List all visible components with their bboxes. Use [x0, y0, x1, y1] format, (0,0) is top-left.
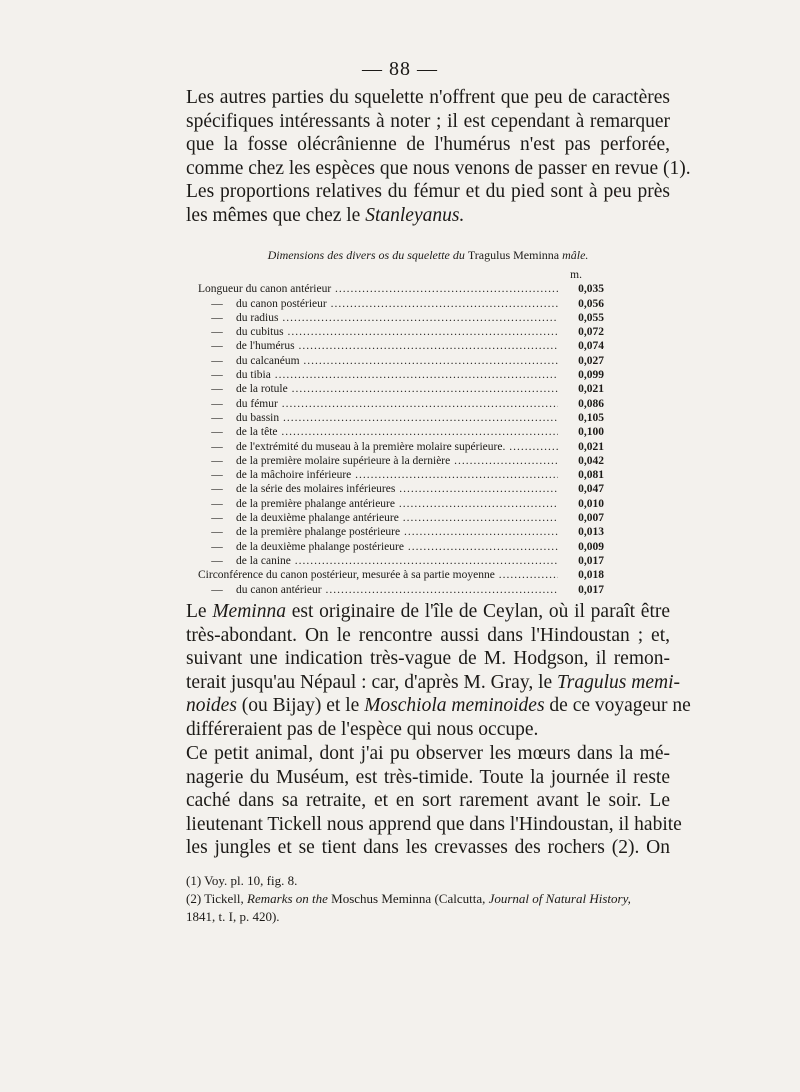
- footnote-2-cont: 1841, t. I, p. 420).: [186, 909, 280, 924]
- text-line: différeraient pas de l'espèce qui nous occupe.: [186, 718, 539, 740]
- ditto-dash: —: [211, 540, 223, 553]
- text-line: suivant une indication très-vague de M. Hodgson, il remon-: [186, 648, 670, 669]
- text-line: caché dans sa retraite, et en sort rarement avant le soir. Le: [186, 790, 670, 811]
- table-row: [198, 482, 604, 496]
- page-number: — 88 —: [362, 58, 438, 80]
- text-line: [186, 671, 680, 695]
- journal-title: Journal of Natural History,: [488, 891, 631, 906]
- row-value: 0,072: [578, 326, 604, 339]
- table-row: [198, 554, 604, 568]
- table-row: [198, 525, 604, 539]
- ditto-dash: —: [211, 411, 223, 424]
- row-label: du calcanéum .....: [236, 354, 558, 368]
- table-unit: m.: [570, 269, 582, 281]
- ditto-dash: —: [211, 383, 223, 396]
- ditto-dash: —: [211, 526, 223, 539]
- table-row: [198, 568, 604, 582]
- ditto-dash: —: [211, 483, 223, 496]
- footnotes: [186, 872, 670, 926]
- text-line: [186, 694, 691, 718]
- table-row: [198, 511, 604, 525]
- row-label: du fémur .....: [236, 397, 558, 411]
- row-value: 0,099: [578, 369, 604, 382]
- row-label: de la mâchoire inférieure .....: [236, 468, 558, 482]
- text-line: Les proportions relatives du fémur et du pied sont à peu près: [186, 181, 670, 202]
- ditto-dash: —: [211, 354, 223, 367]
- row-value: 0,007: [578, 512, 604, 525]
- text-line: comme chez les espèces que nous venons de passer en revue (1).: [186, 157, 691, 179]
- table-row: [198, 540, 604, 554]
- ditto-dash: —: [211, 554, 223, 567]
- row-value: 0,017: [578, 554, 604, 567]
- table-row: [198, 454, 604, 468]
- row-value: 0,021: [578, 440, 604, 453]
- row-label: de l'extrémité du museau à la première molaire supérieure. .....: [236, 440, 558, 454]
- footnote-2: [186, 890, 670, 908]
- row-value: 0,074: [578, 340, 604, 353]
- species-name: Meminna: [212, 601, 286, 622]
- row-label: de la première phalange antérieure .....: [236, 497, 558, 511]
- ditto-dash: —: [211, 512, 223, 525]
- row-label: du canon postérieur .....: [236, 297, 558, 311]
- ditto-dash: —: [211, 454, 223, 467]
- table-caption: [186, 248, 670, 263]
- text-segment: (ou Bijay) et le: [241, 695, 360, 716]
- paragraph-1: [186, 86, 691, 227]
- row-value: 0,010: [578, 497, 604, 510]
- row-value: 0,100: [578, 426, 604, 439]
- ditto-dash: —: [211, 583, 223, 596]
- ditto-dash: —: [211, 426, 223, 439]
- text-segment: Le: [186, 601, 207, 622]
- row-value: 0,081: [578, 469, 604, 482]
- row-value: 0,009: [578, 540, 604, 553]
- table-row: [198, 425, 604, 439]
- ditto-dash: —: [211, 497, 223, 510]
- row-value: 0,027: [578, 354, 604, 367]
- row-label: de la première molaire supérieure à la dernière .....: [236, 454, 558, 468]
- row-label: de la rotule .....: [236, 382, 558, 396]
- caption-species: Tragulus Meminna: [467, 248, 560, 262]
- row-label: de la deuxième phalange postérieure .....: [236, 540, 558, 554]
- row-value: 0,055: [578, 311, 604, 324]
- table-row: [198, 497, 604, 511]
- table-row: [198, 468, 604, 482]
- text-segment: de ce voyageur ne: [549, 695, 691, 716]
- row-label: du radius .....: [236, 311, 558, 325]
- row-label: Circonférence du canon postérieur, mesurée à sa partie moyenne .....: [198, 568, 558, 582]
- footnote-title: Remarks on the: [247, 891, 328, 906]
- text-line: que la fosse olécrânienne de l'humérus n'est pas perforée,: [186, 134, 670, 155]
- ditto-dash: —: [211, 297, 223, 310]
- row-label: du cubitus .....: [236, 325, 558, 339]
- table-row: [198, 411, 604, 425]
- row-value: 0,017: [578, 583, 604, 596]
- table-row: [198, 583, 604, 597]
- row-label: Longueur du canon antérieur .....: [198, 282, 558, 296]
- text-line: Les autres parties du squelette n'offrent que peu de caractères: [186, 87, 670, 108]
- row-value: 0,018: [578, 569, 604, 582]
- table-row: [198, 440, 604, 454]
- ditto-dash: —: [211, 397, 223, 410]
- row-label: de la série des molaires inférieures .....: [236, 482, 558, 496]
- text-segment: Moschus Meminna (Calcutta,: [331, 891, 486, 906]
- text-line: [186, 600, 670, 624]
- table-row: [198, 382, 604, 396]
- paragraph-2: [186, 600, 691, 741]
- table-row: [198, 282, 604, 296]
- text-segment: les mêmes que chez le: [186, 204, 361, 226]
- row-label: du bassin .....: [236, 411, 558, 425]
- row-value: 0,035: [578, 283, 604, 296]
- row-value: 0,047: [578, 483, 604, 496]
- ditto-dash: —: [211, 440, 223, 453]
- text-line: les jungles et se tient dans les crevasses des rochers (2). On: [186, 837, 670, 858]
- row-label: de la tête .....: [236, 425, 558, 439]
- caption-italic-end: mâle.: [562, 248, 589, 262]
- row-value: 0,013: [578, 526, 604, 539]
- row-value: 0,042: [578, 454, 604, 467]
- text-segment: est originaire de l'île de Ceylan, où il paraît être: [291, 601, 671, 622]
- table-row: [198, 311, 604, 325]
- text-segment: (2) Tickell,: [186, 891, 244, 906]
- row-label: de la première phalange postérieure .....: [236, 525, 558, 539]
- table-row: [198, 325, 604, 339]
- table-row: [198, 339, 604, 353]
- caption-italic: Dimensions des divers os du squelette du: [267, 248, 465, 262]
- text-line: nagerie du Muséum, est très-timide. Toute la journée il reste: [186, 766, 670, 788]
- species-name: Stanleyanus.: [365, 204, 465, 226]
- species-name: Moschiola meminoides: [364, 695, 545, 716]
- text-line: Ce petit animal, dont j'ai pu observer les mœurs dans la mé-: [186, 743, 670, 764]
- footnote-1: (1) Voy. pl. 10, fig. 8.: [186, 873, 298, 888]
- row-value: 0,105: [578, 411, 604, 424]
- table-row: [198, 297, 604, 311]
- ditto-dash: —: [211, 326, 223, 339]
- row-value: 0,021: [578, 383, 604, 396]
- row-label: du tibia .....: [236, 368, 558, 382]
- paragraph-3: [186, 742, 682, 860]
- text-segment: terait jusqu'au Népaul : car, d'après M. Gray, le: [186, 671, 553, 693]
- ditto-dash: —: [211, 311, 223, 324]
- ditto-dash: —: [211, 340, 223, 353]
- row-value: 0,056: [578, 297, 604, 310]
- text-line: [186, 204, 670, 228]
- row-label: de la deuxième phalange antérieure .....: [236, 511, 558, 525]
- species-name: noides: [186, 695, 237, 716]
- dimensions-table: [198, 268, 604, 597]
- table-row: [198, 354, 604, 368]
- table-row: [198, 368, 604, 382]
- row-value: 0,086: [578, 397, 604, 410]
- table-row: [198, 397, 604, 411]
- ditto-dash: —: [211, 369, 223, 382]
- row-label: du canon antérieur .....: [236, 583, 558, 597]
- ditto-dash: —: [211, 469, 223, 482]
- row-label: de l'humérus .....: [236, 339, 558, 353]
- text-line: lieutenant Tickell nous apprend que dans l'Hindoustan, il habite: [186, 813, 682, 835]
- text-line: spécifiques intéressants à noter ; il est cependant à remarquer: [186, 110, 670, 132]
- species-name: Tragulus memi-: [557, 671, 680, 693]
- text-line: très-abondant. On le rencontre aussi dans l'Hindoustan ; et,: [186, 624, 670, 646]
- row-label: de la canine .....: [236, 554, 558, 568]
